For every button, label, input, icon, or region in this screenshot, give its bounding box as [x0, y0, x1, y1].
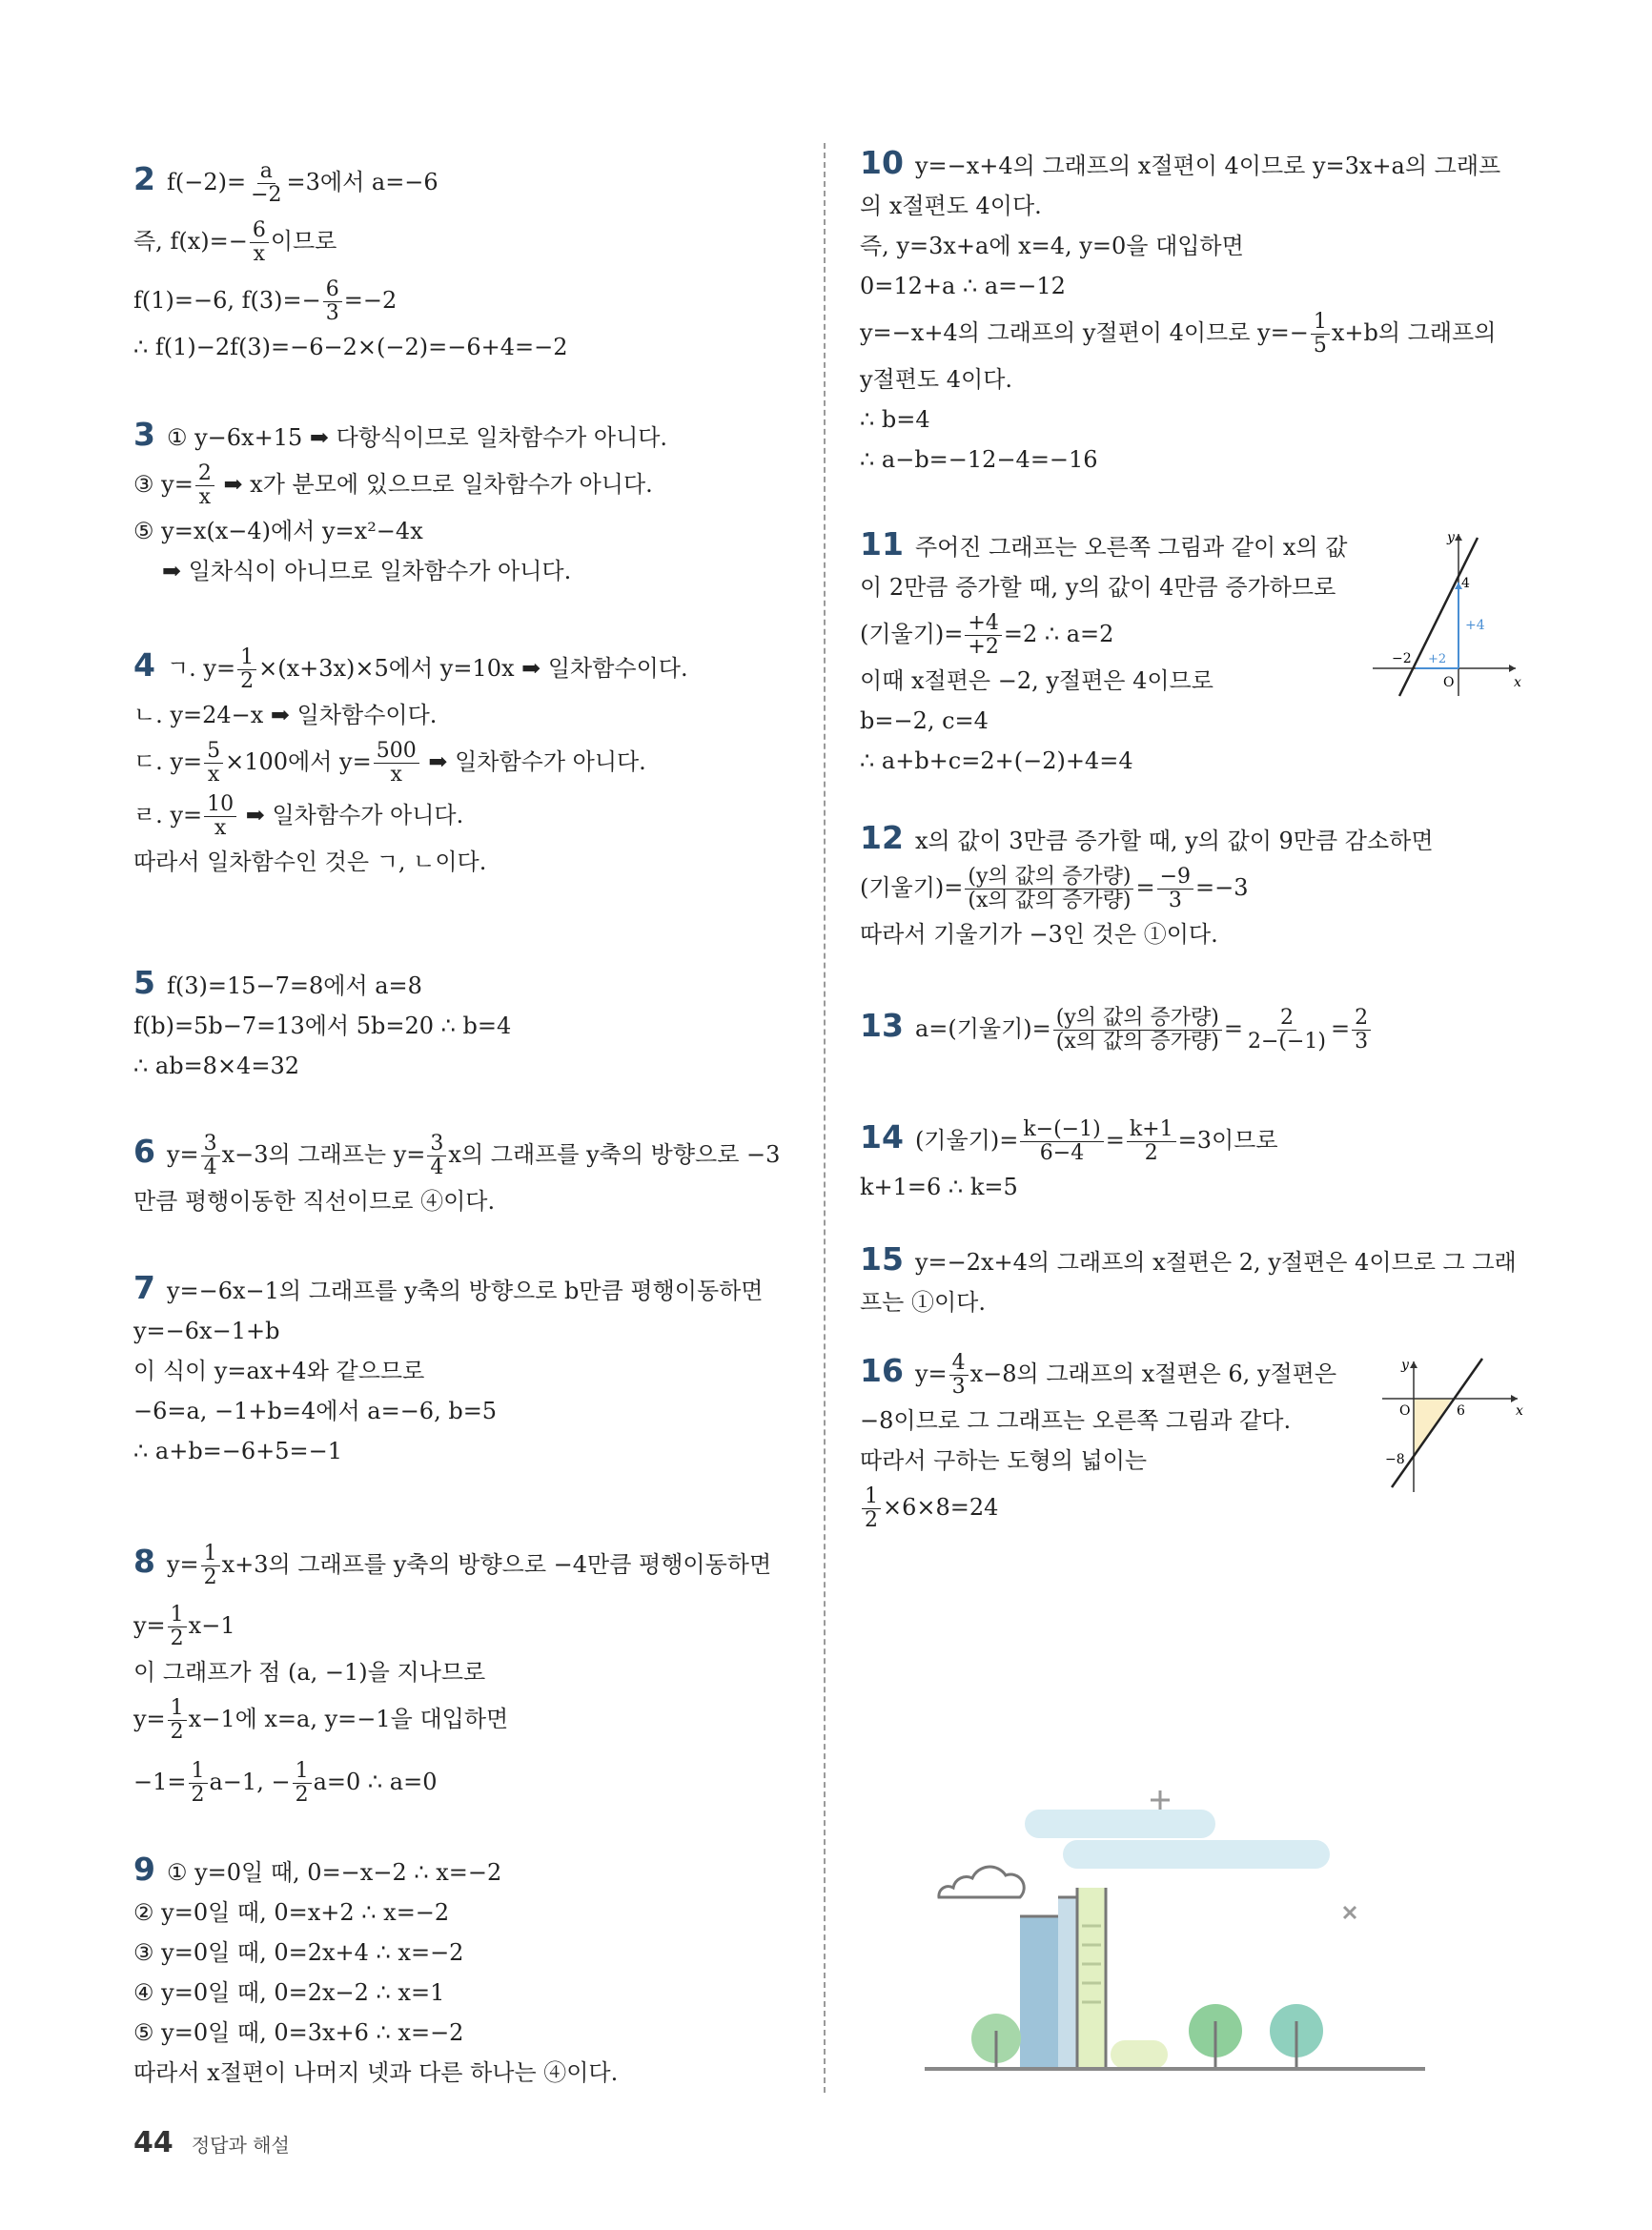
problem-number: 12: [860, 819, 904, 856]
text: y=−2x+4의 그래프의 x절편은 2, y절편은 4이므로 그 그래: [914, 1249, 1517, 1276]
text-line: ∴ a−b=−12−4=−16: [860, 446, 1098, 473]
text: ① y=0일 때, 0=−x−2 ∴ x=−2: [166, 1859, 502, 1886]
numerator: k+1: [1127, 1118, 1176, 1142]
x-intercept-label: 6: [1457, 1403, 1465, 1419]
fraction: [204, 793, 236, 840]
text-line: ∴ ab=8×4=32: [133, 1053, 299, 1079]
numerator: 1: [189, 1760, 208, 1784]
denominator: 3: [951, 1375, 966, 1399]
fraction: [1311, 311, 1330, 358]
problem-number: 6: [133, 1133, 155, 1170]
problem-13: [860, 999, 1373, 1055]
problem-number: 15: [860, 1240, 904, 1278]
text-line: 따라서 일차함수인 것은 ㄱ, ㄴ이다.: [133, 849, 487, 875]
fraction: [201, 1133, 220, 1179]
x-label: x: [1514, 675, 1521, 690]
text: ㄷ. y=: [133, 748, 203, 775]
denominator: 3: [325, 301, 339, 325]
text: x의 그래프를 y축의 방향으로 −3: [448, 1141, 781, 1168]
text-line: ④ y=0일 때, 0=2x−2 ∴ x=1: [133, 1979, 445, 2006]
fraction: [250, 219, 269, 266]
text: =3이므로: [1177, 1127, 1278, 1154]
problem-number: 4: [133, 646, 155, 684]
problem-6: [133, 1125, 780, 1221]
cloud-icon: [939, 1867, 1024, 1897]
fraction: [1157, 866, 1193, 912]
text: x−1에 x=a, y=−1을 대입하면: [188, 1706, 509, 1732]
numerator: 6: [250, 219, 269, 243]
denominator: x: [198, 485, 212, 509]
x-axis-arrow-icon: [1511, 1395, 1518, 1402]
denominator: 3: [1355, 1030, 1369, 1054]
building: [1077, 1888, 1106, 2069]
text: x+b의 그래프의: [1331, 319, 1497, 346]
numerator: 500: [374, 740, 419, 764]
numerator: (y의 값의 증가량): [965, 866, 1133, 890]
problem-number: 13: [860, 1007, 904, 1044]
text-line: ∴ b=4: [860, 406, 930, 433]
text-line: ➡ 일차식이 아니므로 일차함수가 아니다.: [162, 558, 572, 584]
text-line: ⑤ y=x(x−4)에서 y=x²−4x: [133, 518, 423, 544]
city-illustration: [920, 1783, 1435, 2088]
text: ③ y=: [133, 471, 194, 498]
numerator: 5: [204, 740, 223, 764]
y-intercept-label: 4: [1461, 576, 1470, 591]
text-line: 이때 x절편은 −2, y절편은 4이므로: [860, 667, 1214, 694]
problem-number: 2: [133, 160, 155, 197]
denominator: x: [390, 763, 402, 787]
fraction: [862, 1485, 881, 1532]
text: f(3)=15−7=8에서 a=8: [166, 972, 422, 999]
text: =2 ∴ a=2: [1003, 621, 1114, 647]
text: =−2: [343, 287, 398, 314]
numerator: 1: [293, 1760, 312, 1784]
problem-number: 11: [860, 525, 904, 563]
text: f(1)=−6, f(3)=−: [133, 287, 321, 314]
denominator: 2: [203, 1565, 217, 1589]
numerator: 2: [1277, 1007, 1296, 1031]
text: x−3의 그래프는 y=: [221, 1141, 426, 1168]
origin-label: O: [1443, 675, 1455, 690]
fraction: [427, 1133, 446, 1179]
fraction: [168, 1697, 187, 1744]
text-line: ③ y=0일 때, 0=2x+4 ∴ x=−2: [133, 1939, 464, 1966]
text-line: 따라서 기울기가 −3인 것은 ①이다.: [860, 921, 1218, 948]
denominator: 2−(−1): [1247, 1030, 1326, 1054]
text: y=: [914, 1361, 948, 1387]
text-line: ⑤ y=0일 때, 0=3x+6 ∴ x=−2: [133, 2019, 464, 2046]
text-line: 프는 ①이다.: [860, 1289, 986, 1316]
text-line: 만큼 평행이동한 직선이므로 ④이다.: [133, 1188, 496, 1215]
fraction: [248, 160, 284, 207]
numerator: 6: [323, 278, 342, 302]
text: 주어진 그래프는 오른쪽 그림과 같이 x의 값: [914, 534, 1348, 561]
problem-number: 3: [133, 416, 155, 453]
problem-3: [133, 415, 667, 591]
text: ㄱ. y=: [166, 655, 236, 682]
text: (기울기)=: [914, 1127, 1019, 1154]
text-line: b=−2, c=4: [860, 707, 989, 734]
fraction: [965, 866, 1133, 912]
denominator: 2: [170, 1626, 184, 1650]
page-label: 정답과 해설: [191, 2134, 290, 2157]
numerator: k−(−1): [1020, 1118, 1103, 1142]
rise-label: +4: [1465, 618, 1485, 633]
text-line: ② y=0일 때, 0=x+2 ∴ x=−2: [133, 1899, 450, 1926]
numerator: (y의 값의 증가량): [1053, 1007, 1222, 1031]
cloud-band: [1025, 1810, 1215, 1838]
y-axis-arrow-icon: [1455, 534, 1462, 541]
numerator: 1: [237, 646, 256, 670]
problem-number: 16: [860, 1352, 904, 1389]
denominator: 4: [430, 1156, 444, 1179]
problem-7: [133, 1268, 764, 1471]
text: y=: [133, 1706, 166, 1732]
problem-10: [860, 143, 1500, 480]
denominator: 2: [170, 1720, 184, 1744]
numerator: +4: [965, 612, 1001, 636]
text-line: y=−6x−1+b: [133, 1318, 280, 1344]
text-line: ∴ a+b+c=2+(−2)+4=4: [860, 747, 1133, 774]
text-line: ㄴ. y=24−x ➡ 일차함수이다.: [133, 702, 438, 728]
text-line: f(b)=5b−7=13에서 5b=20 ∴ b=4: [133, 1013, 512, 1039]
denominator: 6−4: [1039, 1141, 1085, 1165]
fraction: [195, 462, 214, 509]
bush: [1111, 2040, 1168, 2069]
column-divider: [824, 143, 826, 2093]
page-footer: [133, 2126, 290, 2159]
fraction: [949, 1352, 969, 1399]
numerator: a: [257, 160, 275, 184]
text-line: −6=a, −1+b=4에서 a=−6, b=5: [133, 1398, 498, 1424]
problem-8: [133, 1535, 771, 1809]
denominator: 2: [240, 669, 255, 693]
y-label: y: [1401, 1358, 1409, 1373]
text: y=: [133, 1612, 166, 1639]
text: (기울기)=: [860, 874, 964, 901]
numerator: 2: [1352, 1007, 1371, 1031]
text: 즉, f(x)=−: [133, 228, 248, 255]
numerator: 2: [195, 462, 214, 486]
text: −1=: [133, 1769, 187, 1795]
denominator: (x의 값의 증가량): [968, 889, 1132, 912]
fraction: [201, 1543, 220, 1589]
text: =3에서 a=−6: [286, 169, 438, 195]
denominator: 2: [295, 1783, 309, 1807]
text: =: [1223, 1015, 1243, 1042]
denominator: (x의 값의 증가량): [1055, 1030, 1219, 1054]
cloud-band: [1063, 1840, 1330, 1869]
text: =: [1330, 1015, 1351, 1042]
problem-4: [133, 639, 688, 882]
building: [1058, 1897, 1077, 2069]
text: x−8의 그래프의 x절편은 6, y절편은: [969, 1361, 1337, 1387]
denominator: 3: [1168, 889, 1182, 912]
denominator: 2: [1144, 1141, 1158, 1165]
problem-number: 5: [133, 964, 155, 1001]
problem-14: [860, 1111, 1278, 1207]
text: ➡ 일차함수가 아니다.: [238, 802, 464, 829]
x-label: x: [1516, 1403, 1523, 1419]
numerator: 1: [168, 1604, 187, 1627]
problem-number: 7: [133, 1269, 155, 1306]
problem-12: [860, 818, 1434, 954]
fraction: [323, 278, 342, 325]
text-line: 의 x절편도 4이다.: [860, 193, 1042, 219]
text-line: 즉, y=3x+a에 x=4, y=0을 대입하면: [860, 233, 1244, 259]
building: [1020, 1916, 1058, 2069]
text-line: 이 2만큼 증가할 때, y의 값이 4만큼 증가하므로: [860, 574, 1336, 601]
text: ㄹ. y=: [133, 802, 203, 829]
text: ×100에서 y=: [225, 748, 372, 775]
text-line: 따라서 구하는 도형의 넓이는: [860, 1447, 1148, 1474]
text-line: y절편도 4이다.: [860, 366, 1013, 393]
text-line: 따라서 x절편이 나머지 넷과 다른 하나는 ④이다.: [133, 2059, 619, 2086]
denominator: x: [253, 242, 266, 266]
text-line: −8이므로 그 그래프는 오른쪽 그림과 같다.: [860, 1407, 1292, 1434]
text: y=−6x−1의 그래프를 y축의 방향으로 b만큼 평행이동하면: [166, 1278, 764, 1304]
numerator: 3: [201, 1133, 220, 1156]
y-label: y: [1447, 530, 1455, 545]
problem-9: [133, 1850, 618, 2093]
text: ×(x+3x)×5에서 y=10x ➡ 일차함수이다.: [258, 655, 688, 682]
text: y=−x+4의 그래프의 x절편이 4이므로 y=3x+a의 그래프: [914, 153, 1501, 179]
run-label: +2: [1428, 652, 1447, 666]
x-axis-arrow-icon: [1509, 665, 1516, 672]
text-line: 이 그래프가 점 (a, −1)을 지나므로: [133, 1659, 486, 1686]
graph-problem-16: [1363, 1354, 1525, 1497]
fraction: [204, 740, 223, 787]
text: ➡ 일차함수가 아니다.: [420, 748, 646, 775]
origin-label: O: [1399, 1403, 1411, 1419]
fraction: [168, 1604, 187, 1650]
text: =−3: [1195, 874, 1249, 901]
problem-11: [860, 524, 1347, 781]
y-axis-arrow-icon: [1410, 1361, 1417, 1368]
problem-15: [860, 1239, 1517, 1322]
page-number: 44: [133, 2126, 173, 2159]
text: a=(기울기)=: [914, 1015, 1051, 1042]
denominator: x: [214, 816, 227, 840]
numerator: 10: [204, 793, 236, 817]
graph-line: [1399, 538, 1478, 696]
problem-16: [860, 1344, 1336, 1534]
numerator: 1: [201, 1543, 220, 1566]
fraction: [1020, 1118, 1103, 1165]
problem-2: [133, 153, 567, 367]
text-line: 0=12+a ∴ a=−12: [860, 273, 1066, 299]
text: ×6×8=24: [883, 1494, 999, 1521]
text: 이므로: [270, 228, 337, 255]
numerator: 1: [168, 1697, 187, 1721]
graph-line: [1392, 1359, 1482, 1487]
text-line: 이 식이 y=ax+4와 같으므로: [133, 1358, 425, 1384]
text-line: ∴ f(1)−2f(3)=−6−2×(−2)=−6+4=−2: [133, 334, 568, 360]
numerator: −9: [1157, 866, 1193, 890]
numerator: 3: [427, 1133, 446, 1156]
text: y=−x+4의 그래프의 y절편이 4이므로 y=−: [860, 319, 1309, 346]
x-intercept-label: −2: [1392, 651, 1412, 666]
text-line: ∴ a+b=−6+5=−1: [133, 1438, 343, 1464]
text-line: k+1=6 ∴ k=5: [860, 1174, 1018, 1200]
text: =: [1135, 874, 1155, 901]
graph-problem-11: [1373, 524, 1525, 701]
fraction: [1245, 1007, 1329, 1054]
text: y=: [166, 1141, 199, 1168]
numerator: 1: [1311, 311, 1330, 335]
fraction: [293, 1760, 312, 1807]
text: =: [1105, 1127, 1125, 1154]
problem-number: 14: [860, 1118, 904, 1156]
text: a−1, −: [209, 1769, 291, 1795]
text: x+3의 그래프를 y축의 방향으로 −4만큼 평행이동하면: [221, 1551, 772, 1578]
denominator: 4: [203, 1156, 217, 1179]
fraction: [1053, 1007, 1222, 1054]
problem-number: 10: [860, 144, 904, 181]
numerator: 4: [949, 1352, 969, 1376]
fraction: [237, 646, 256, 693]
problem-number: 8: [133, 1543, 155, 1580]
text: x의 값이 3만큼 증가할 때, y의 값이 9만큼 감소하면: [914, 828, 1434, 854]
fraction: [965, 612, 1001, 659]
text: f(−2)=: [166, 169, 247, 195]
denominator: x: [207, 763, 220, 787]
text: ① y−6x+15 ➡ 다항식이므로 일차함수가 아니다.: [166, 424, 668, 451]
denominator: 5: [1313, 334, 1327, 358]
text: y=: [166, 1551, 199, 1578]
problem-5: [133, 963, 511, 1086]
text: (기울기)=: [860, 621, 964, 647]
text: ➡ x가 분모에 있으므로 일차함수가 아니다.: [215, 471, 653, 498]
problem-number: 9: [133, 1851, 155, 1888]
numerator: 1: [862, 1485, 881, 1509]
text: a=0 ∴ a=0: [313, 1769, 438, 1795]
fraction: [1127, 1118, 1176, 1165]
denominator: 2: [865, 1508, 878, 1532]
denominator: +2: [968, 635, 999, 659]
denominator: −2: [251, 183, 282, 207]
fraction: [1352, 1007, 1371, 1054]
denominator: 2: [191, 1783, 205, 1807]
fraction: [374, 740, 419, 787]
y-intercept-label: −8: [1385, 1452, 1405, 1467]
fraction: [189, 1760, 208, 1807]
text: x−1: [188, 1612, 235, 1639]
